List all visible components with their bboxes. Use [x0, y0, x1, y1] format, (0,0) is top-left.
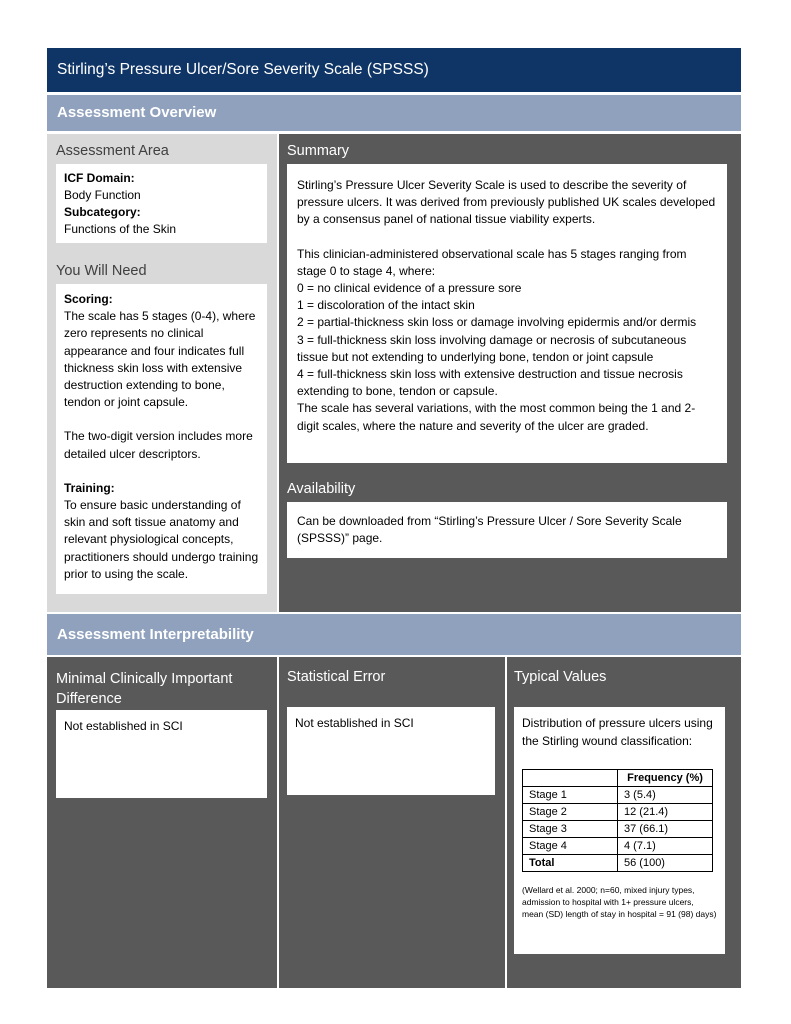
typical-values-note: (Wellard et al. 2000; n=60, mixed injury types, admission to hospital with 1+ pressure ulcers, mean (SD) length of stay in hospital = 91 (98) days)	[522, 885, 717, 919]
table-cell-label: Stage 2	[523, 804, 618, 821]
table-row-total	[523, 855, 713, 872]
table-row	[523, 787, 713, 804]
you-will-need-box	[56, 284, 267, 594]
table-cell-value: 12 (21.4)	[618, 804, 713, 821]
table-header-frequency: Frequency (%)	[618, 770, 713, 787]
training-label: Training:	[64, 480, 115, 495]
table-cell-value: 4 (7.1)	[618, 838, 713, 855]
mcid-header: Minimal Clinically Important Difference	[56, 671, 233, 707]
stage-3: 3 = full-thickness skin loss involving damage or necrosis of subcutaneous tissue but not extending to underlying bone, tendon or joint capsule	[297, 332, 687, 364]
typical-values-box	[514, 707, 725, 954]
statistical-error-box	[287, 707, 495, 795]
summary-paragraph-2: This clinician-administered observational scale has 5 stages ranging from stage 0 to stage 4, where:	[297, 246, 687, 278]
availability-text: Can be downloaded from “Stirling’s Pressure Ulcer / Sore Severity Scale (SPSSS)” page.	[297, 514, 682, 545]
availability-header: Availability	[287, 481, 356, 497]
summary-paragraph-1: Stirling’s Pressure Ulcer Severity Scale is used to describe the severity of pressure ulcers. It was derived from previously published UK scales developed by a consensus panel of national tissue viability experts.	[297, 178, 716, 227]
table-row	[523, 838, 713, 855]
page-title: Stirling’s Pressure Ulcer/Sore Severity Scale (SPSSS)	[47, 48, 741, 92]
table-cell-label: Total	[523, 855, 618, 872]
table-cell-value: 37 (66.1)	[618, 821, 713, 838]
icf-domain-value: Body Function	[64, 188, 141, 202]
typical-values-intro: Distribution of pressure ulcers using the Stirling wound classification:	[522, 716, 713, 748]
statistical-error-text: Not established in SCI	[295, 716, 414, 730]
mcid-box	[56, 710, 267, 798]
assessment-area-header: Assessment Area	[56, 143, 169, 159]
scoring-text: The scale has 5 stages (0-4), where zero represents no clinical appearance and four indicates full thickness skin loss with extensive destruction extending to bone, tendon or joint capsule.	[64, 309, 256, 410]
summary-header: Summary	[287, 143, 350, 159]
stage-0: 0 = no clinical evidence of a pressure sore	[297, 281, 522, 296]
table-cell-label: Stage 1	[523, 787, 618, 804]
subcategory-value: Functions of the Skin	[64, 222, 177, 236]
frequency-table	[522, 769, 713, 872]
summary-paragraph-3: The scale has several variations, with the most common being the 1 and 2-digit scales, where the nature and severity of the ulcer are graded.	[297, 401, 696, 433]
training-text: To ensure basic understanding of skin and soft tissue anatomy and relevant physiological concepts, practitioners should undergo training prior to using the scale.	[64, 498, 259, 581]
assessment-interpretability-header: Assessment Interpretability	[47, 614, 741, 655]
stage-4: 4 = full-thickness skin loss with extensive destruction and tissue necrosis extending to bone, tendon or capsule.	[297, 367, 683, 399]
table-header-row	[523, 770, 713, 787]
scoring-text-two-digit: The two-digit version includes more detailed ulcer descriptors.	[64, 429, 253, 461]
table-cell-label: Stage 4	[523, 838, 618, 855]
table-header-empty	[523, 770, 618, 787]
assessment-overview-header: Assessment Overview	[47, 95, 741, 131]
summary-box	[287, 164, 727, 463]
assessment-area-box	[56, 164, 267, 243]
typical-values-header: Typical Values	[514, 669, 607, 685]
stage-2: 2 = partial-thickness skin loss or damage involving epidermis and/or dermis	[297, 315, 697, 330]
table-row	[523, 804, 713, 821]
subcategory-label: Subcategory:	[64, 205, 141, 219]
you-will-need-header: You Will Need	[56, 263, 147, 279]
stage-1: 1 = discoloration of the intact skin	[297, 298, 475, 313]
icf-domain-label: ICF Domain:	[64, 171, 135, 185]
scoring-label: Scoring:	[64, 292, 113, 306]
table-cell-value: 3 (5.4)	[618, 787, 713, 804]
table-cell-label: Stage 3	[523, 821, 618, 838]
table-row	[523, 821, 713, 838]
table-cell-value: 56 (100)	[618, 855, 713, 872]
statistical-error-header: Statistical Error	[287, 669, 386, 685]
availability-box	[287, 502, 727, 558]
mcid-text: Not established in SCI	[64, 719, 183, 733]
